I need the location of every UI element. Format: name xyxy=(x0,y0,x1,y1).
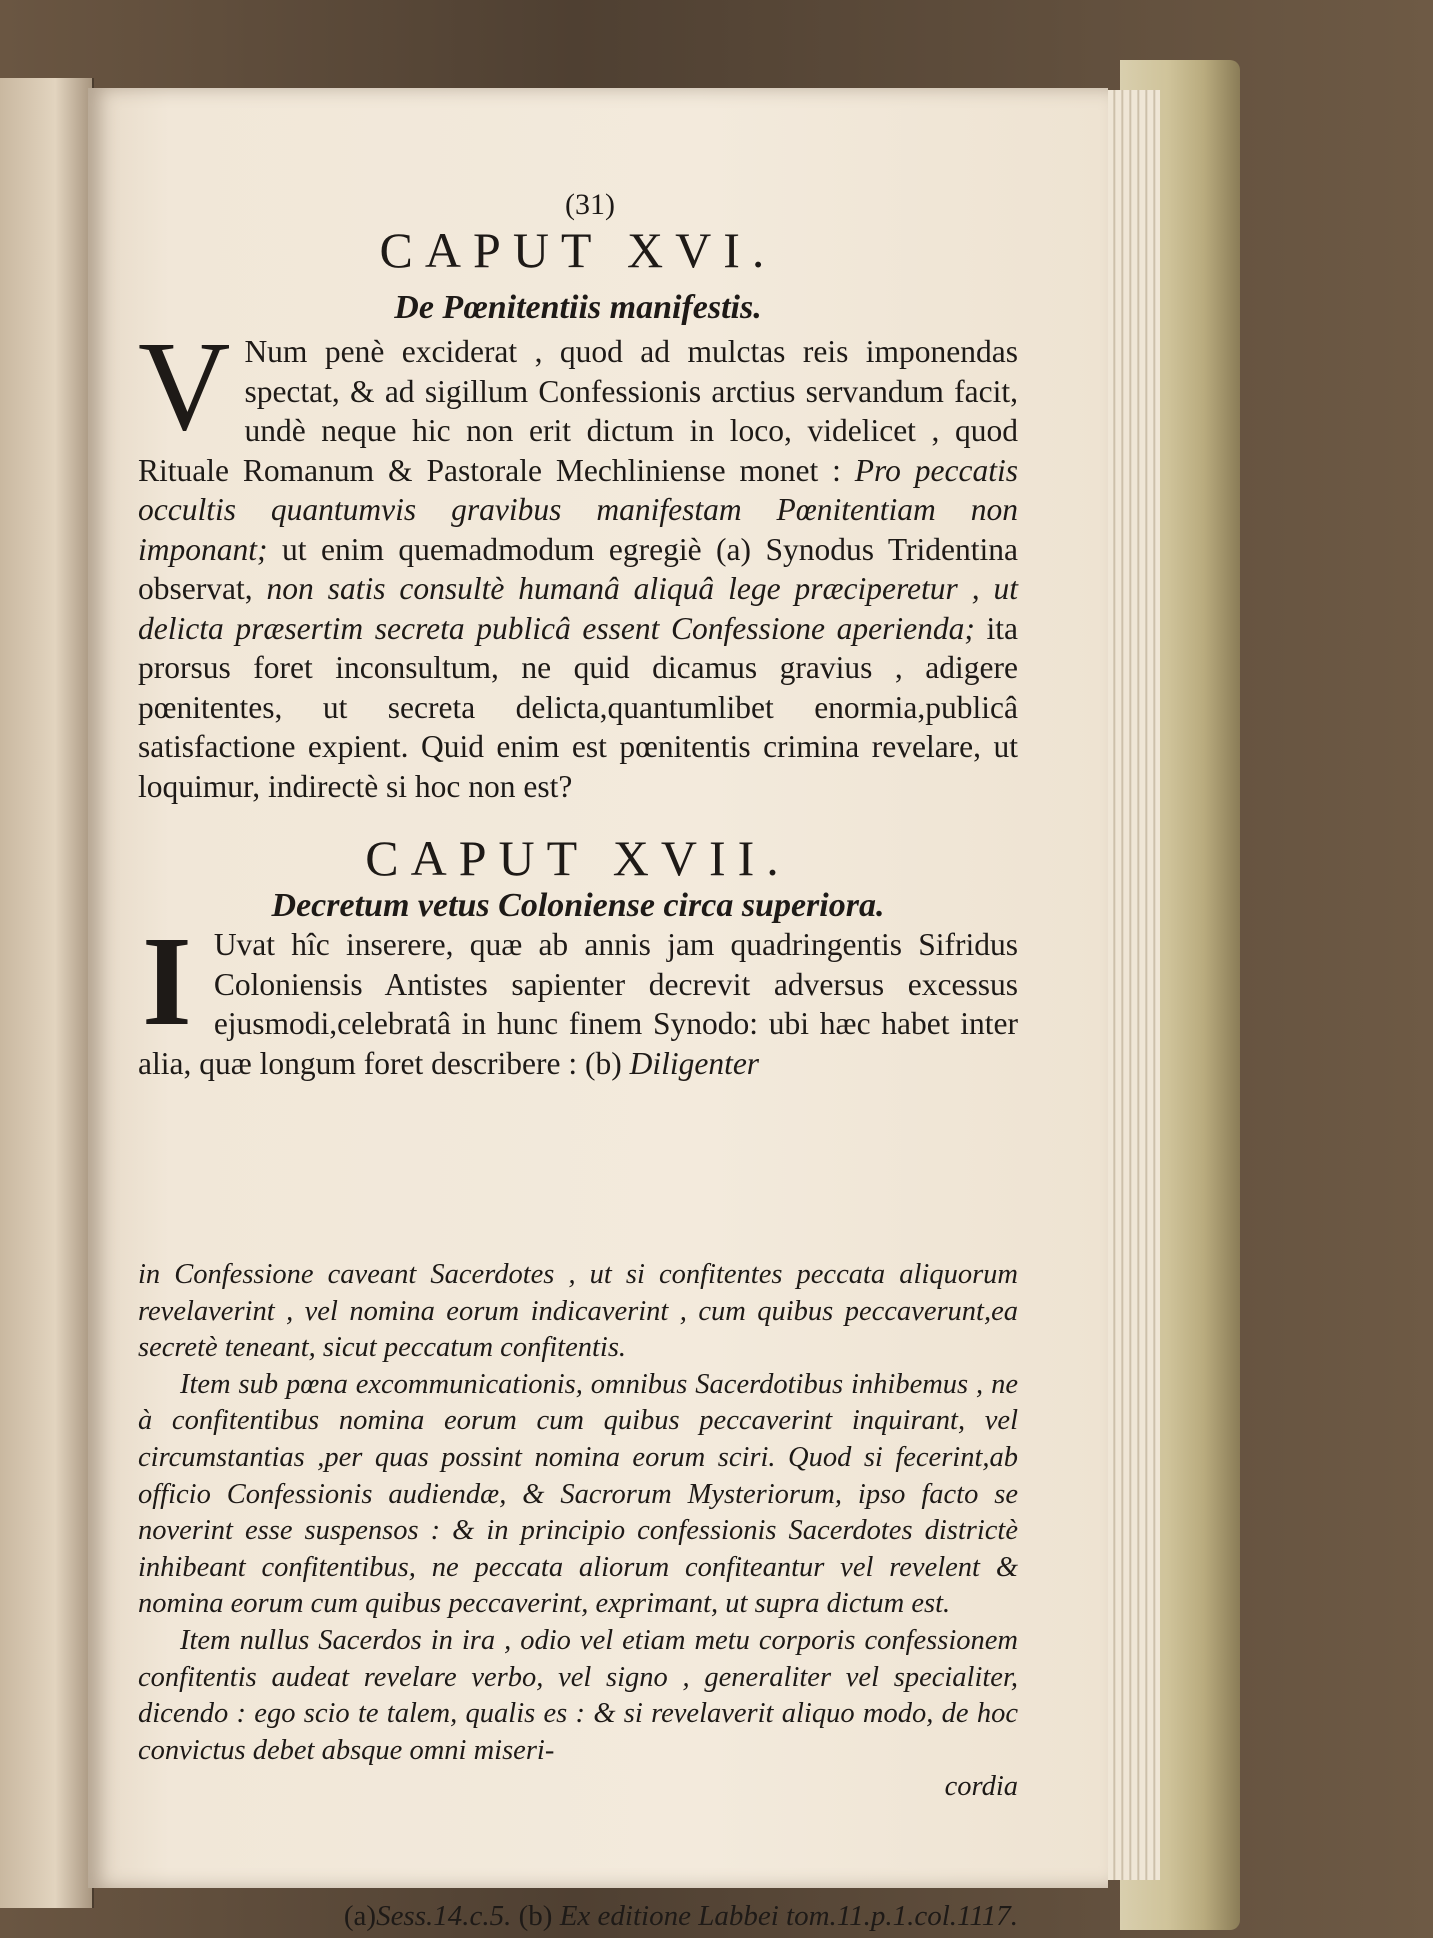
chapter-16-heading: CAPUT XVI. xyxy=(379,222,777,278)
page-stack-edges xyxy=(1100,90,1160,1880)
chapter-16-text-e: ita prorsus foret inconsultum, ne quid dicamus gravius , adigere pœnitentes, ut secreta delicta,quantumlibet enormia,publicâ satisfactione expient. Quid enim est pœnitentis crimina revelare, ut loquimur, indirectè si hoc non est? xyxy=(138,610,1018,804)
chapter-16-quote-b: non satis consultè humanâ aliquâ lege præciperetur , ut delicta præsertim secreta publicâ essent Confessione aperienda; xyxy=(138,571,1019,646)
chapter-17-subtitle: Decretum vetus Coloniense circa superiora. xyxy=(271,887,885,924)
chapter-17-paragraph xyxy=(138,910,1018,1083)
dropcap-i: I xyxy=(142,910,192,1052)
synod-decree-quote xyxy=(138,1257,1018,1806)
footnote-b-label: (b) xyxy=(518,1900,553,1932)
chapter-16-quote-a: Pro peccatis occultis quantumvis gravibus manifestam Pœnitentiam non imponant; xyxy=(138,452,1018,567)
chapter-17-heading: CAPUT XVII. xyxy=(365,830,791,886)
catchword: cordia xyxy=(944,1771,1018,1803)
dropcap-v: V xyxy=(138,315,231,457)
decree-quote-3: Item nullus Sacerdos in ira , odio vel etiam metu corporis confessionem confitentis audeat revelare verbo, vel signo , generaliter vel specialiter, dicendo : ego scio te talem, qualis es : & si revelaverit aliquo modo, de hoc convictus debet absque omni miseri- xyxy=(138,1624,1018,1766)
footnotes xyxy=(138,1898,1018,1934)
chapter-16-paragraph xyxy=(138,315,1019,806)
chapter-16-subtitle: De Pœnitentiis manifestis. xyxy=(394,289,762,326)
chapter-16-text-a: Num penè exciderat , quod ad mulctas reis imponendas spectat, & ad sigillum Confessionis arctius servandum facit, undè neque hic non erit dictum in loco, videlicet , quod Rituale Romanum & Pastorale Mechliniense monet : xyxy=(138,334,1018,488)
footnote-a-text: Sess.14.c.5. xyxy=(376,1900,512,1932)
chapter-16-text-c: ut enim quemadmodum egregiè (a) Synodus Tridentina observat, xyxy=(138,531,1018,606)
decree-quote-2: Item sub pœna excommunicationis, omnibus Sacerdotibus inhibemus , ne à confitentibus nomina eorum cum quibus peccaverint inquirant, vel circumstantias ,per quas possint nomina eorum sciri. Quod si fecerint,ab officio Confessionis audiendæ, & Sacrorum Mysteriorum, ipso facto se noverint esse suspensos : & in principio confessionis Sacerdotes districtè inhibeant confitentibus, ne peccata aliorum confiteantur vel revelent & nomina eorum cum quibus peccaverint, exprimant, ut supra dictum est. xyxy=(138,1368,1018,1620)
chapter-17-text-a: Uvat hîc inserere, quæ ab annis jam quadringentis Sifridus Coloniensis Antistes sapienter decrevit adversus excessus ejusmodi,celebratâ in hunc finem Synodo: ubi hæc habet inter alia, quæ longum foret describere : (b) xyxy=(138,927,1018,1081)
footnote-a-label: (a) xyxy=(343,1900,377,1932)
decree-quote-1: in Confessione caveant Sacerdotes , ut si confitentes peccata aliquorum revelaverint , vel nomina eorum indicaverint , cum quibus peccaverunt,ea secretè teneant, sicut peccatum confitentis. xyxy=(138,1259,1018,1364)
facing-page-edge xyxy=(0,78,94,1908)
page-number: (31) xyxy=(565,188,615,221)
chapter-17-text-b: Diligenter xyxy=(629,1045,760,1081)
footnote-b-text: Ex editione Labbei tom.11.p.1.col.1117. xyxy=(559,1900,1018,1932)
